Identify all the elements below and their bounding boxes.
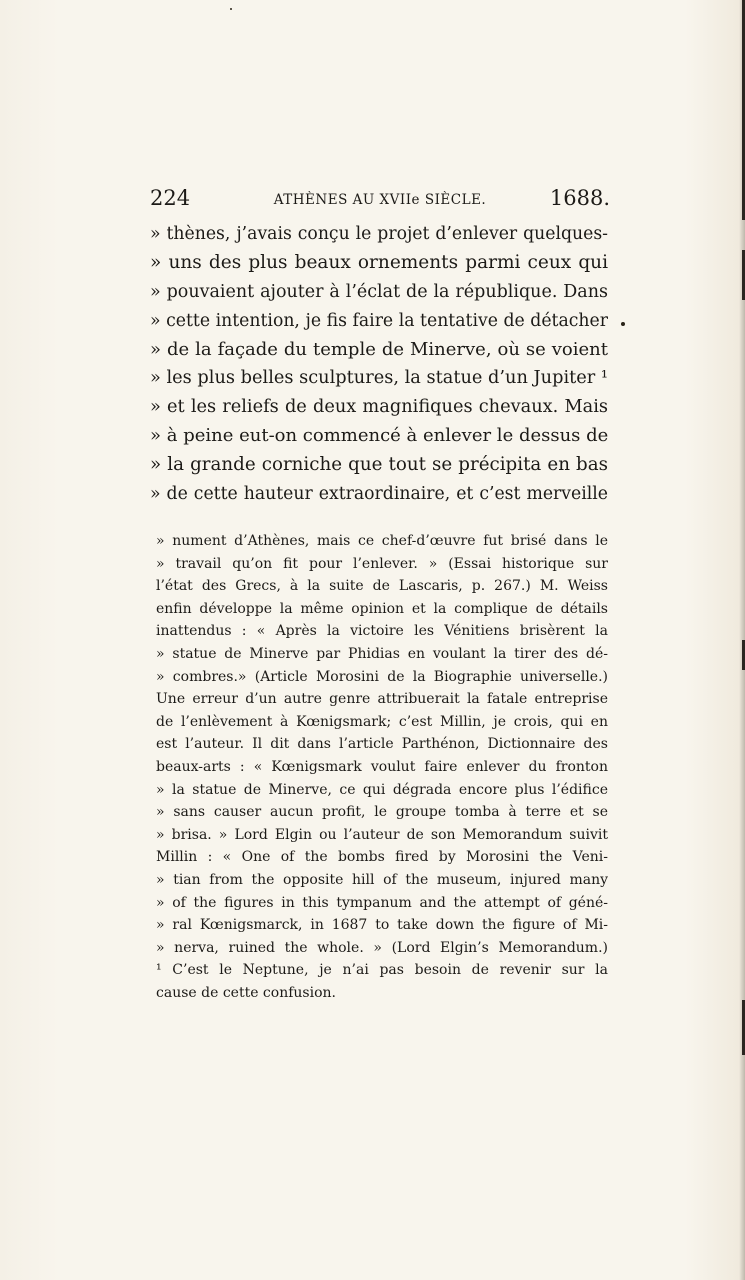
header-year: 1688. xyxy=(549,186,610,210)
footnote-line: beaux-arts : « Kœnigsmark voulut faire enlever du fronton xyxy=(156,758,608,775)
footnote-line: » sans causer aucun profit, le groupe tomba à terre et se xyxy=(156,804,608,821)
footnote-line: enfin développe la même opinion et la complique de détails xyxy=(156,600,608,617)
footnote-line: Une erreur d’un autre genre attribuerait la fatale entreprise xyxy=(156,691,608,708)
text-line: » et les reliefs de deux magnifiques chevaux. Mais xyxy=(150,397,608,418)
running-header xyxy=(150,186,610,216)
footnote-line: » brisa. » Lord Elgin ou l’auteur de son Memorandum suivit xyxy=(156,826,608,843)
footnote-line: est l’auteur. Il dit dans l’article Parthénon, Dictionnaire des xyxy=(156,736,608,753)
text-line: » à peine eut-on commencé à enlever le dessus de xyxy=(150,425,608,447)
footnote-line: de l’enlèvement à Kœnigsmark; c’est Millin, je crois, qui en xyxy=(156,713,608,730)
footnote-line: » tian from the opposite hill of the museum, injured many xyxy=(156,871,608,888)
footnote-line: » nument d’Athènes, mais ce chef-d’œuvre fut brisé dans le xyxy=(156,533,608,549)
footnote-line: » of the figures in this tympanum and the attempt of géné- xyxy=(156,894,608,911)
footnote-line: Millin : « One of the bombs fired by Morosini the Veni- xyxy=(156,849,608,866)
text-line: » uns des plus beaux ornements parmi ceux qui xyxy=(150,251,608,273)
text-line: » thènes, j’avais conçu le projet d’enlever quelques- xyxy=(150,224,608,244)
ink-speck xyxy=(621,322,625,326)
text-line: » pouvaient ajouter à l’éclat de la république. Dans xyxy=(150,281,608,302)
text-line: » de cette hauteur extraordinaire, et c’est merveille xyxy=(150,484,608,505)
main-text xyxy=(150,220,608,509)
footnote-line: » statue de Minerve par Phidias en voulant la tirer des dé- xyxy=(156,645,608,662)
footnote-line: inattendus : « Après la victoire les Vénitiens brisèrent la xyxy=(156,623,608,640)
footnote-line: » ral Kœnigsmarck, in 1687 to take down the figure of Mi- xyxy=(156,917,608,934)
footnote-line: » combres.» (Article Morosini de la Biographie universelle.) xyxy=(156,668,608,685)
footnote-line: » travail qu’on fit pour l’enlever. » (Essai historique sur xyxy=(156,555,608,572)
footnote-line: l’état des Grecs, à la suite de Lascaris, p. 267.) M. Weiss xyxy=(156,578,608,595)
footnote-line: cause de cette confusion. xyxy=(156,984,336,1001)
running-title: ATHÈNES AU XVIIe SIÈCLE. xyxy=(273,192,487,208)
text-line: » de la façade du temple de Minerve, où se voient xyxy=(150,338,608,360)
text-line: » les plus belles sculptures, la statue d’un Jupiter ¹ xyxy=(150,368,608,389)
footnotes xyxy=(156,530,608,1004)
ink-speck xyxy=(230,8,232,10)
text-line: » cette intention, je fis faire la tentative de détacher xyxy=(150,310,608,331)
footnote-line: » la statue de Minerve, ce qui dégrada encore plus l’édifice xyxy=(156,781,608,798)
text-line: » la grande corniche que tout se précipita en bas xyxy=(150,454,608,476)
footnote-line: ¹ C’est le Neptune, je n’ai pas besoin de revenir sur la xyxy=(156,962,608,979)
page-number: 224 xyxy=(150,186,191,210)
footnote-line: » nerva, ruined the whole. » (Lord Elgin’s Memorandum.) xyxy=(156,939,608,956)
